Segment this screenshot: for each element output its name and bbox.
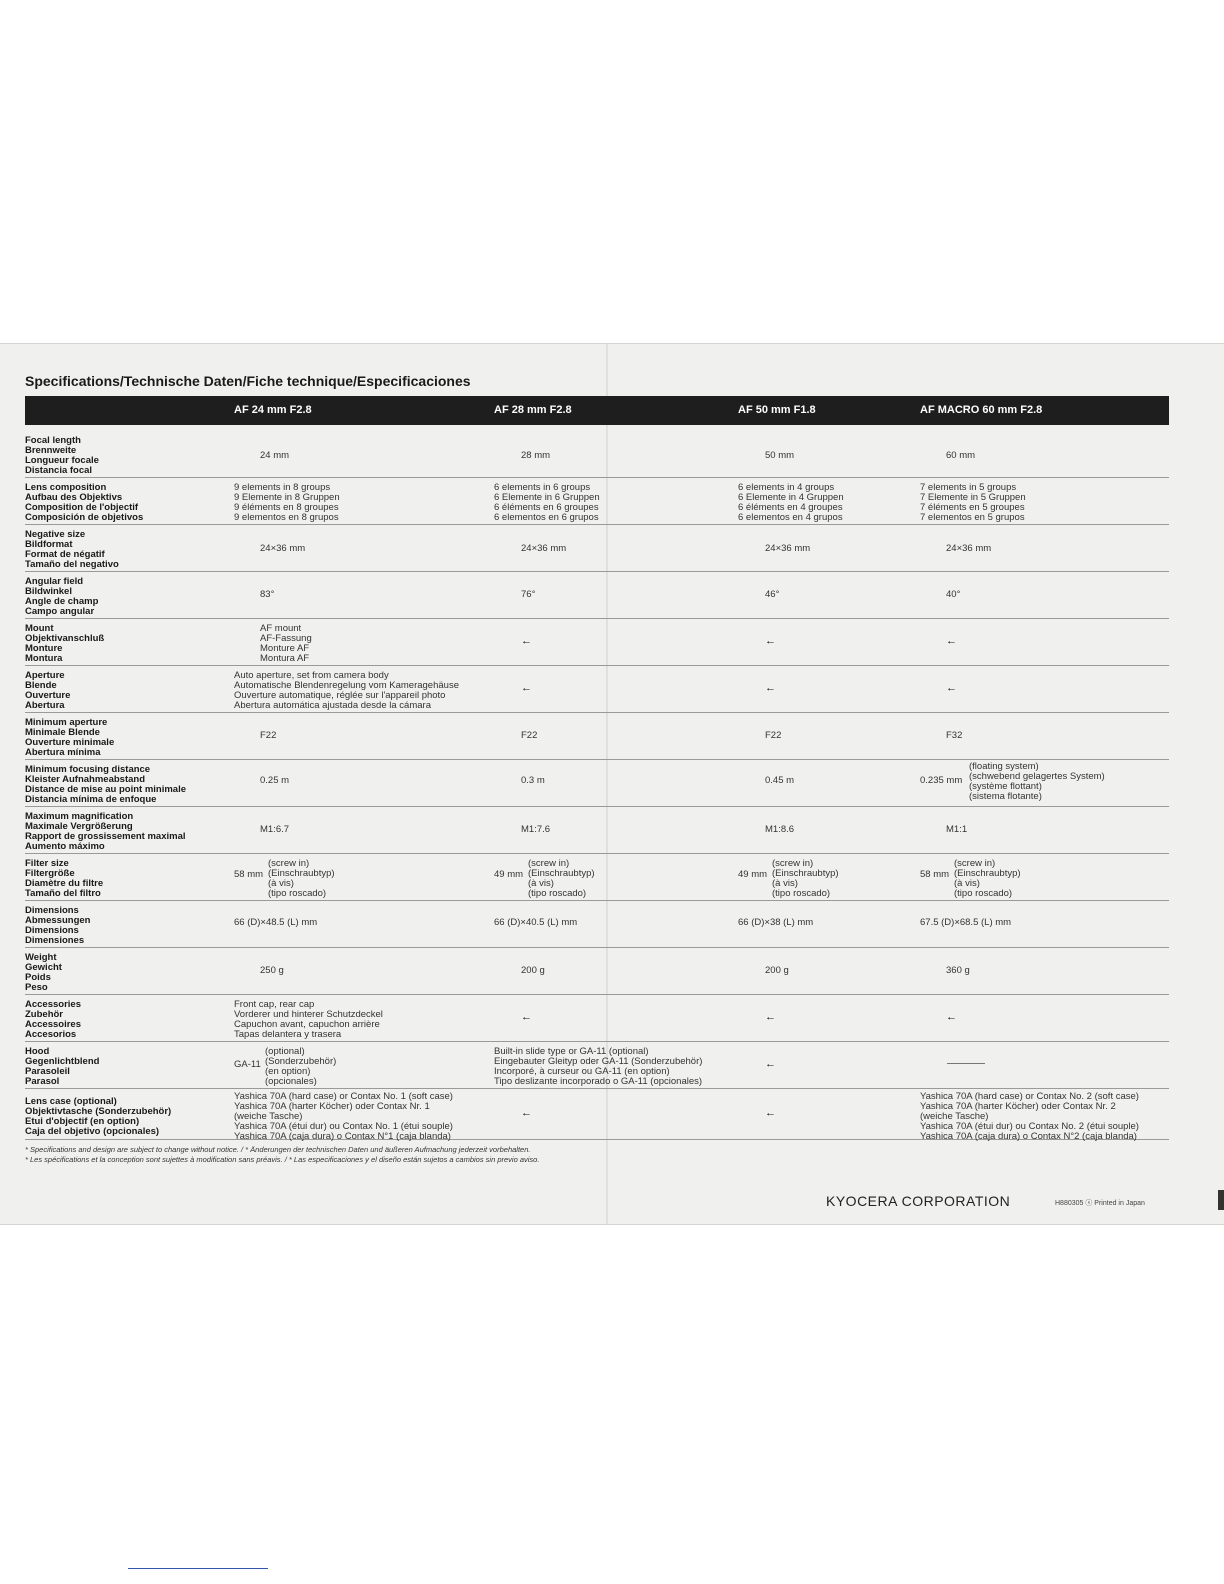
cell-af50: 50 mm	[765, 450, 795, 461]
row-label: Negative size Bildformat Format de négatif Tamaño del negativo	[25, 529, 119, 570]
cell-af50: 200 g	[765, 965, 789, 976]
cell-af28: 6 elements in 6 groups 6 Elemente in 6 Gruppen 6 éléments en 6 groupes 6 elementos en 6 grupos	[494, 482, 600, 523]
table-row-weight	[25, 950, 1169, 995]
table-row-lens-case	[25, 1091, 1169, 1140]
cell-af60: 360 g	[946, 965, 970, 976]
row-label: Angular field Bildwinkel Angle de champ Campo angular	[25, 576, 99, 617]
cell-af60: 24×36 mm	[946, 543, 992, 554]
table-row-dimensions	[25, 903, 1169, 948]
cell-af50: F22	[765, 730, 782, 741]
column-header-af60-macro: AF MACRO 60 mm F2.8	[920, 404, 1043, 416]
cell-af50: 66 (D)×38 (L) mm	[738, 917, 814, 928]
table-row-lens-composition	[25, 480, 1169, 525]
column-header-af24: AF 24 mm F2.8	[234, 404, 312, 416]
same-as-left-arrow-icon: ←	[765, 682, 776, 694]
cell-af24: 9 elements in 8 groups 9 Elemente in 8 Gruppen 9 éléments en 8 groupes 9 elementos en 8 grupos	[234, 482, 340, 523]
table-row-minimum-focusing-distance: Minimum focusing distance Kleister Aufnahmeabstand Distance de mise au point minimale Distancia mínima de enfoque 0.25 m 0.3 m 0.45 m 0.235 mm (floating system) (schwebend gelagertes System) (système flottant) (sistema flotante)	[25, 762, 1169, 807]
brand-name: KYOCERA CORPORATION	[826, 1193, 1011, 1209]
cell-af50: M1:8.6	[765, 824, 795, 835]
row-label: Lens composition Aufbau des Objektivs Composition de l'objectif Composición de objetivos	[25, 482, 144, 523]
edge-mark	[1218, 1190, 1224, 1210]
cell-af24: 66 (D)×48.5 (L) mm	[234, 917, 318, 928]
table-row-negative-size	[25, 527, 1169, 572]
cell-af24: 24×36 mm	[260, 543, 306, 554]
cell-af24: Auto aperture, set from camera body Automatische Blendenregelung vom Kameragehäuse Ouverture automatique, réglée sur l'appareil photo Abertura automática ajustada desde la cámara	[234, 670, 459, 711]
cell-af60: F32	[946, 730, 963, 741]
table-row-focal-length	[25, 433, 1169, 478]
table-row-filter-size: Filter size Filtergröße Diamètre du filtre Tamaño del filtro 58 mm (screw in) (Einschraubtyp) (à vis) (tipo roscado) 49 mm (screw in) (Einschraubtyp) (à vis) (tipo roscado) 49 mm (screw in) (Einschraubtyp) (à vis) (tipo roscado) 58 mm (screw in) (Einschraubtyp) (à vis) (tipo roscado)	[25, 856, 1169, 901]
column-header-af50: AF 50 mm F1.8	[738, 404, 816, 416]
cell-af24: F22	[260, 730, 277, 741]
row-label: Weight Gewicht Poids Peso	[25, 952, 62, 993]
row-label: Lens case (optional) Objektivtasche (Sonderzubehör) Etui d'objectif (en option) Caja del objetivo (opcionales)	[25, 1096, 172, 1137]
cell-af24: Front cap, rear cap Vorderer und hinterer Schutzdeckel Capuchon avant, capuchon arrière Tapas delantera y trasera	[234, 999, 383, 1040]
cell-af28: 0.3 m	[521, 775, 545, 786]
cell-af24: M1:6.7	[260, 824, 290, 835]
table-row-accessories	[25, 997, 1169, 1042]
cell-af24: 250 g	[260, 965, 284, 976]
footnote: * Les spécifications et la conception sont sujettes à modification sans préavis. / * Las especificaciones y el diseño están sujetos a cambios sin previo aviso.	[25, 1155, 540, 1164]
same-as-left-arrow-icon: ←	[765, 635, 776, 647]
cell-af50: 6 elements in 4 groups 6 Elemente in 4 Gruppen 6 éléments en 4 groupes 6 elementos en 4 grupos	[738, 482, 844, 523]
cell-af28: 28 mm	[521, 450, 551, 461]
row-label: Dimensions Abmessungen Dimensions Dimensiones	[25, 905, 91, 946]
cell-af60: 67.5 (D)×68.5 (L) mm	[920, 917, 1012, 928]
row-label: Filter size Filtergröße Diamètre du filtre Tamaño del filtro	[25, 858, 104, 899]
same-as-left-arrow-icon: ←	[521, 682, 532, 694]
same-as-left-arrow-icon: ←	[765, 1107, 776, 1119]
cell-af50: 0.45 m	[765, 775, 795, 786]
same-as-left-arrow-icon: ←	[946, 635, 957, 647]
cell-af28: M1:7.6	[521, 824, 551, 835]
table-header	[25, 396, 1169, 425]
row-label: Mount Objektivanschluß Monture Montura	[25, 623, 105, 664]
row-label: Accessories Zubehör Accessoires Accesorios	[25, 999, 81, 1040]
cell-af24: AF mount AF-Fassung Monture AF Montura AF	[260, 623, 312, 664]
row-label: Focal length Brennweite Longueur focale Distancia focal	[25, 435, 99, 476]
cell-af50: 24×36 mm	[765, 543, 811, 554]
not-applicable-dash	[947, 1063, 985, 1064]
cell-af60: 40°	[946, 589, 961, 600]
cell-af24: 0.25 m	[260, 775, 290, 786]
cell-af60: Yashica 70A (hard case) or Contax No. 2 (soft case) Yashica 70A (harter Köcher) oder Contax Nr. 2 (weiche Tasche) Yashica 70A (étui dur) ou Contax No. 2 (étui souple) Yashica 70A (caja dura) o Contax N°2 (caja blanda)	[920, 1091, 1139, 1142]
table-row-mount	[25, 621, 1169, 666]
same-as-left-arrow-icon: ←	[521, 1011, 532, 1023]
cell-af24: Yashica 70A (hard case) or Contax No. 1 (soft case) Yashica 70A (harter Köcher) oder Contax Nr. 1 (weiche Tasche) Yashica 70A (étui dur) ou Contax No. 1 (étui souple) Yashica 70A (caja dura) o Contax N°1 (caja blanda)	[234, 1091, 453, 1142]
cell-af60: M1:1	[946, 824, 968, 835]
table-row-minimum-aperture	[25, 715, 1169, 760]
footnote: * Specifications and design are subject to change without notice. / * Änderungen der technischen Daten und äußeren Aufmachung jederzeit vorbehalten.	[25, 1145, 531, 1154]
row-label: Aperture Blende Ouverture Abertura	[25, 670, 71, 711]
cell-af28: 66 (D)×40.5 (L) mm	[494, 917, 578, 928]
cell-af28: 76°	[521, 589, 536, 600]
same-as-left-arrow-icon: ←	[946, 682, 957, 694]
same-as-left-arrow-icon: ←	[946, 1011, 957, 1023]
row-label: Minimum focusing distance Kleister Aufnahmeabstand Distance de mise au point minimale Distancia mínima de enfoque	[25, 764, 187, 805]
same-as-left-arrow-icon: ←	[765, 1011, 776, 1023]
cell-af28: 200 g	[521, 965, 545, 976]
cell-af24: 24 mm	[260, 450, 290, 461]
print-code: H880305 ⓢ Printed in Japan	[1055, 1200, 1145, 1207]
cell-af28: F22	[521, 730, 538, 741]
cell-af28: 24×36 mm	[521, 543, 567, 554]
cell-af28: Built-in slide type or GA-11 (optional) Eingebauter Gleityp oder GA-11 (Sonderzubehör) Incorporé, à curseur ou GA-11 (en option) Tipo deslizante incorporado o GA-11 (opcionales)	[494, 1046, 703, 1087]
same-as-left-arrow-icon: ←	[765, 1058, 776, 1070]
cell-af60: 60 mm	[946, 450, 976, 461]
table-row-aperture	[25, 668, 1169, 713]
cell-af50: 46°	[765, 589, 780, 600]
same-as-left-arrow-icon: ←	[521, 635, 532, 647]
column-header-af28: AF 28 mm F2.8	[494, 404, 572, 416]
blank-underline	[128, 1568, 268, 1569]
row-label: Minimum aperture Minimale Blende Ouverture minimale Abertura mínima	[25, 717, 115, 758]
same-as-left-arrow-icon: ←	[521, 1107, 532, 1119]
row-label: Hood Gegenlichtblend Parasoleil Parasol	[25, 1046, 100, 1087]
cell-af24: 83°	[260, 589, 275, 600]
cell-af60: 7 elements in 5 groups 7 Elemente in 5 Gruppen 7 éléments en 5 groupes 7 elementos en 5 grupos	[920, 482, 1026, 523]
row-label: Maximum magnification Maximale Vergrößerung Rapport de grossissement maximal Aumento máximo	[25, 811, 186, 852]
table-row-maximum-magnification	[25, 809, 1169, 854]
table-row-hood: Hood Gegenlichtblend Parasoleil Parasol GA-11 (optional) (Sonderzubehör) (en option) (opcionales) Built-in slide type or GA-11 (optional) Eingebauter Gleityp oder GA-11 (Sonderzubehör) Incorporé, à curseur ou GA-11 (en option) Tipo deslizante incorporado o GA-11 (opcionales) ←	[25, 1044, 1169, 1089]
page-title: Specifications/Technische Daten/Fiche technique/Especificaciones	[25, 373, 471, 389]
table-row-angular-field	[25, 574, 1169, 619]
